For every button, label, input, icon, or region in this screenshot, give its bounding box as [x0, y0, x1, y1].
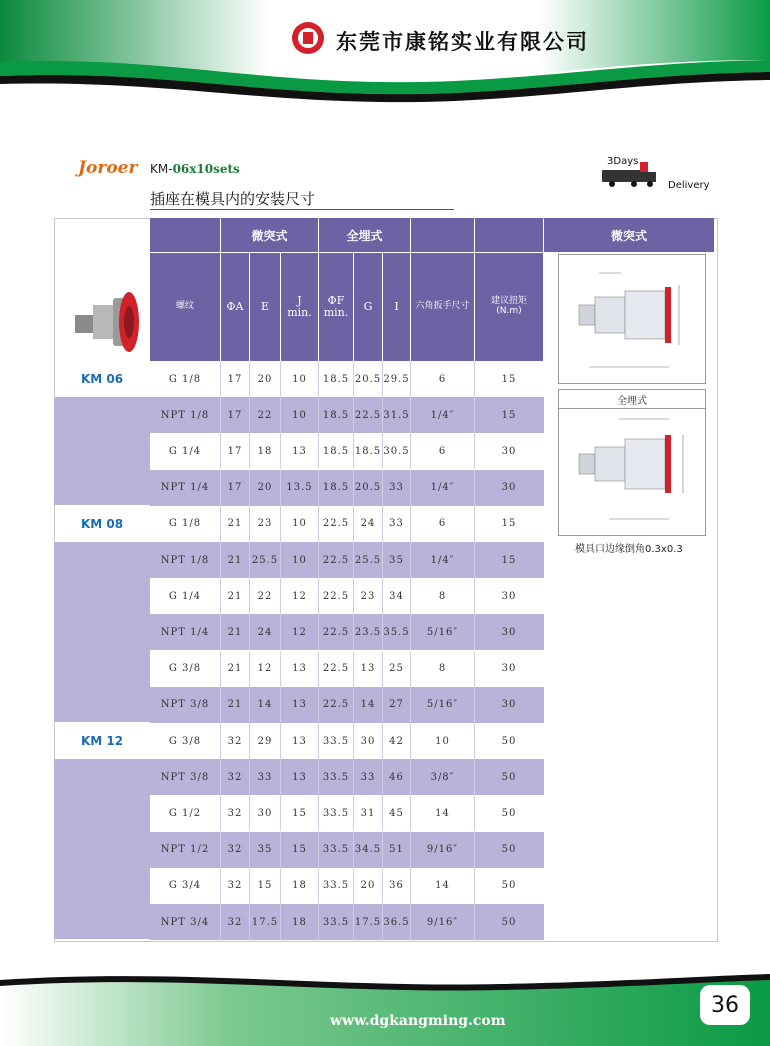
col-f-min: min.	[323, 306, 349, 319]
cell-e: 20	[250, 361, 281, 397]
subtitle-underline	[150, 209, 454, 210]
cell-g: 30	[354, 723, 383, 759]
cell-thread: G 3/4	[150, 868, 221, 904]
company-name: 东莞市康铭实业有限公司	[336, 29, 589, 54]
cell-i: 36.5	[383, 904, 411, 940]
header-group-protruding: 微突式	[221, 218, 318, 252]
cell-torque: 50	[501, 735, 517, 747]
cell-hex: 1/4″	[411, 397, 475, 433]
cell-hex: 14	[411, 868, 475, 904]
chamfer-note: 模具口边缘倒角0.3x0.3	[575, 544, 683, 555]
cell-j: 10	[281, 542, 319, 578]
cell-torque: 15	[501, 518, 517, 530]
cell-g: 23	[354, 578, 383, 614]
cell-f: 22.5	[319, 506, 354, 542]
cell-g: 33	[354, 759, 383, 795]
diagram-flush-title: 全埋式	[558, 389, 706, 409]
cell-a: 21	[221, 651, 250, 687]
cell-g: 17.5	[354, 904, 383, 940]
col-a: ΦA	[221, 253, 249, 361]
cell-a: 21	[221, 687, 250, 723]
cell-hex: 9/16″	[411, 904, 475, 940]
cell-e: 23	[250, 506, 281, 542]
cell-i: 45	[383, 795, 411, 831]
diagram-flush	[558, 408, 706, 536]
cell-g: 24	[354, 506, 383, 542]
col-i: I	[383, 253, 410, 361]
cell-thread: NPT 1/8	[150, 542, 221, 578]
cell-g: 23.5	[354, 614, 383, 650]
table-row	[150, 795, 544, 831]
cell-i: 33	[383, 506, 411, 542]
cell-i: 29.5	[383, 361, 411, 397]
cell-i: 25	[383, 651, 411, 687]
cell-e: 25.5	[250, 542, 281, 578]
cell-torque: 30	[501, 699, 517, 711]
cell-j: 18	[281, 868, 319, 904]
cell-torque: 30	[501, 445, 517, 457]
model-prefix: KM-	[150, 162, 173, 176]
cell-f: 33.5	[319, 759, 354, 795]
cell-i: 35	[383, 542, 411, 578]
table-row	[150, 832, 544, 868]
cell-torque: 30	[501, 663, 517, 675]
cell-a: 21	[221, 506, 250, 542]
cell-a: 32	[221, 904, 250, 940]
cell-a: 32	[221, 832, 250, 868]
cell-f: 33.5	[319, 904, 354, 940]
cell-thread: G 1/2	[150, 795, 221, 831]
cell-hex: 1/4″	[411, 470, 475, 506]
cell-f: 22.5	[319, 542, 354, 578]
table-row	[150, 433, 544, 469]
cell-j: 13	[281, 651, 319, 687]
cell-j: 10	[281, 361, 319, 397]
cell-f: 22.5	[319, 651, 354, 687]
cell-g: 34.5	[354, 832, 383, 868]
cell-j: 13	[281, 687, 319, 723]
cell-e: 15	[250, 868, 281, 904]
col-f	[319, 253, 353, 361]
cell-hex: 5/16″	[411, 687, 475, 723]
cell-f: 18.5	[319, 397, 354, 433]
table-row	[150, 506, 544, 542]
cell-e: 12	[250, 651, 281, 687]
delivery-label: Delivery	[668, 180, 710, 191]
cell-torque: 15	[501, 554, 517, 566]
cell-f: 33.5	[319, 723, 354, 759]
cell-f: 22.5	[319, 614, 354, 650]
cell-j: 12	[281, 614, 319, 650]
cell-f: 33.5	[319, 795, 354, 831]
col-g: G	[354, 253, 382, 361]
col-torque-unit: (N.m)	[496, 306, 522, 316]
table-row	[150, 361, 544, 397]
header-blank-3	[475, 218, 543, 252]
model-title	[150, 162, 240, 176]
cell-f: 18.5	[319, 361, 354, 397]
cell-i: 51	[383, 832, 411, 868]
col-j	[281, 253, 318, 361]
cell-a: 32	[221, 868, 250, 904]
cell-g: 14	[354, 687, 383, 723]
cell-a: 32	[221, 723, 250, 759]
cell-f: 33.5	[319, 868, 354, 904]
cell-g: 20.5	[354, 361, 383, 397]
cell-hex: 1/4″	[411, 542, 475, 578]
coupler-photo	[55, 260, 149, 360]
cell-torque: 50	[501, 916, 517, 928]
header-blank-1	[150, 218, 220, 252]
col-torque-label: 建议扭矩	[490, 296, 527, 307]
cell-e: 17.5	[250, 904, 281, 940]
header-group-diagram: 微突式	[544, 218, 714, 252]
cell-i: 31.5	[383, 397, 411, 433]
cell-j: 12	[281, 578, 319, 614]
model-suffix: 06x10sets	[172, 162, 240, 176]
col-e: E	[250, 253, 280, 361]
cell-thread: NPT 1/2	[150, 832, 221, 868]
cell-thread: G 1/4	[150, 578, 221, 614]
cell-e: 14	[250, 687, 281, 723]
cell-e: 18	[250, 433, 281, 469]
cell-torque: 30	[501, 482, 517, 494]
cell-f: 22.5	[319, 578, 354, 614]
cell-f: 18.5	[319, 470, 354, 506]
cell-g: 13	[354, 651, 383, 687]
cell-i: 34	[383, 578, 411, 614]
cell-f: 33.5	[319, 832, 354, 868]
cell-thread: G 1/4	[150, 433, 221, 469]
model-band-08	[54, 542, 150, 722]
cell-g: 20.5	[354, 470, 383, 506]
cell-f: 18.5	[319, 433, 354, 469]
cell-i: 35.5	[383, 614, 411, 650]
table-row	[150, 578, 544, 614]
cell-a: 17	[221, 470, 250, 506]
cell-thread: NPT 1/4	[150, 614, 221, 650]
table-row	[150, 868, 544, 904]
header-group-flush: 全埋式	[319, 218, 410, 252]
cell-j: 15	[281, 832, 319, 868]
cell-hex: 6	[411, 506, 475, 542]
cell-e: 35	[250, 832, 281, 868]
cell-thread: NPT 3/4	[150, 904, 221, 940]
cell-i: 30.5	[383, 433, 411, 469]
table-row	[150, 904, 544, 940]
cell-i: 33	[383, 470, 411, 506]
cell-thread: NPT 1/8	[150, 397, 221, 433]
cell-e: 30	[250, 795, 281, 831]
cell-e: 33	[250, 759, 281, 795]
cell-g: 31	[354, 795, 383, 831]
table-row	[150, 542, 544, 578]
cell-j: 13.5	[281, 470, 319, 506]
cell-i: 36	[383, 868, 411, 904]
model-label-km06: KM 06	[80, 372, 124, 386]
cell-torque: 50	[501, 807, 517, 819]
cell-j: 10	[281, 506, 319, 542]
cell-e: 29	[250, 723, 281, 759]
cell-a: 21	[221, 578, 250, 614]
cell-a: 17	[221, 361, 250, 397]
cell-i: 42	[383, 723, 411, 759]
table-row	[150, 397, 544, 433]
cell-a: 21	[221, 614, 250, 650]
cell-hex: 10	[411, 723, 475, 759]
cell-j: 15	[281, 795, 319, 831]
table-row	[150, 651, 544, 687]
col-j-label: J	[297, 293, 302, 307]
cell-a: 17	[221, 397, 250, 433]
cell-torque: 50	[501, 844, 517, 856]
cell-g: 18.5	[354, 433, 383, 469]
header-blank-2	[411, 218, 474, 252]
model-band-12	[54, 759, 150, 939]
diagram-protruding	[558, 254, 706, 384]
cell-thread: G 1/8	[150, 506, 221, 542]
table-row	[150, 687, 544, 723]
cell-thread: G 1/8	[150, 361, 221, 397]
cell-thread: NPT 3/8	[150, 759, 221, 795]
col-j-min: min.	[287, 306, 312, 319]
col-torque	[475, 253, 543, 361]
cell-e: 24	[250, 614, 281, 650]
cell-j: 13	[281, 723, 319, 759]
cell-g: 20	[354, 868, 383, 904]
cell-torque: 30	[501, 590, 517, 602]
cell-torque: 30	[501, 626, 517, 638]
cell-j: 13	[281, 759, 319, 795]
page-number: 36	[700, 985, 750, 1025]
model-label-km08: KM 08	[80, 517, 124, 531]
col-f-label: ΦF	[327, 293, 345, 307]
diagram-protruding-drawing	[559, 255, 705, 383]
cell-hex: 14	[411, 795, 475, 831]
cell-g: 22.5	[354, 397, 383, 433]
cell-a: 32	[221, 759, 250, 795]
cell-e: 20	[250, 470, 281, 506]
cell-a: 21	[221, 542, 250, 578]
cell-thread: G 3/8	[150, 723, 221, 759]
company-logo-icon	[290, 20, 326, 56]
cell-thread: G 3/8	[150, 651, 221, 687]
diagram-flush-drawing	[559, 409, 705, 535]
table-row	[150, 723, 544, 759]
cell-hex: 8	[411, 651, 475, 687]
cell-thread: NPT 3/8	[150, 687, 221, 723]
cell-j: 10	[281, 397, 319, 433]
cell-torque: 15	[501, 409, 517, 421]
model-band-06	[54, 397, 150, 505]
cell-j: 13	[281, 433, 319, 469]
cell-a: 17	[221, 433, 250, 469]
cell-hex: 6	[411, 361, 475, 397]
cell-thread: NPT 1/4	[150, 470, 221, 506]
website-url: www.dgkangming.com	[330, 1013, 506, 1029]
cell-i: 46	[383, 759, 411, 795]
cell-f: 22.5	[319, 687, 354, 723]
col-thread: 螺纹	[150, 253, 220, 361]
section-subtitle: 插座在模具内的安装尺寸	[150, 190, 316, 208]
cell-i: 27	[383, 687, 411, 723]
cell-torque: 15	[501, 373, 517, 385]
cell-hex: 6	[411, 433, 475, 469]
cell-e: 22	[250, 578, 281, 614]
delivery-days: 3Days	[607, 156, 639, 167]
table-row	[150, 614, 544, 650]
brand-logo: Joroer	[78, 158, 138, 178]
cell-e: 22	[250, 397, 281, 433]
cell-hex: 9/16″	[411, 832, 475, 868]
cell-a: 32	[221, 795, 250, 831]
cell-torque: 50	[501, 880, 517, 892]
table-row	[150, 759, 544, 795]
footer-banner	[0, 968, 770, 1046]
model-label-km12: KM 12	[80, 734, 124, 748]
cell-hex: 8	[411, 578, 475, 614]
cell-j: 18	[281, 904, 319, 940]
table-row	[150, 470, 544, 506]
cell-g: 25.5	[354, 542, 383, 578]
col-hex: 六角扳手尺寸	[411, 253, 474, 361]
cell-hex: 3/8″	[411, 759, 475, 795]
cell-torque: 50	[501, 771, 517, 783]
cell-hex: 5/16″	[411, 614, 475, 650]
